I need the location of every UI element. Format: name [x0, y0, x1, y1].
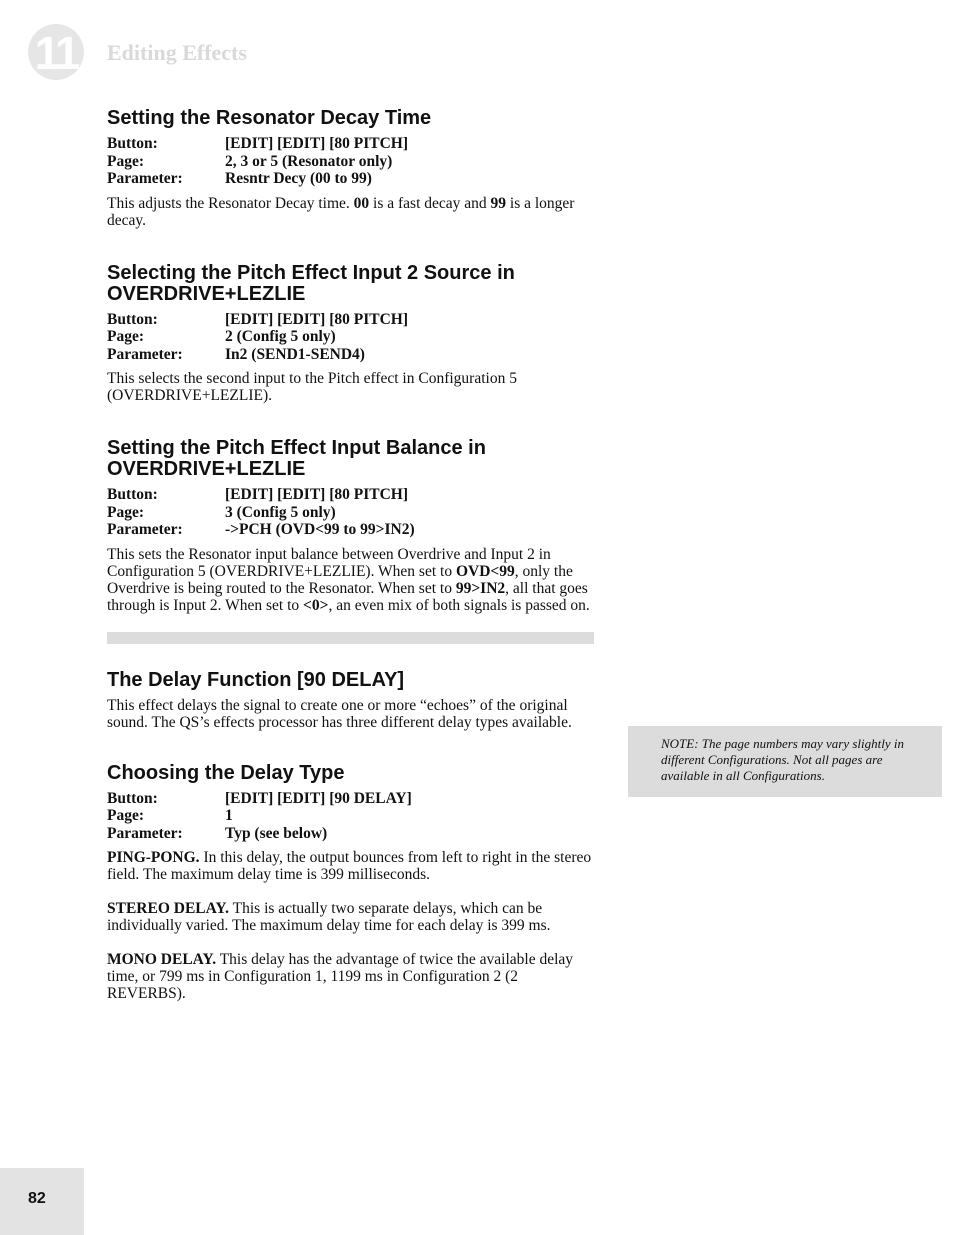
param-key: Parameter: — [107, 345, 183, 363]
param-block — [107, 790, 597, 843]
param-key: Page: — [107, 152, 145, 170]
section-title-delay-function: The Delay Function [90 DELAY] — [107, 668, 405, 691]
param-key: Parameter: — [107, 170, 183, 187]
param-key: Page: — [107, 503, 145, 521]
paragraph: This sets the Resonator input balance between Overdrive and Input 2 in Configuration 5 (OVERDRIVE+LEZLIE). When set to OVD<99, only the Overdrive is being routed to the Resonator. When set to 99>IN2, all that goes through is Input 2. When set to <0>, an even mix of both signals is passed on. — [107, 545, 590, 614]
delay-type-stereo: STEREO DELAY. This is actually two separate delays, which can be individually varied. The maximum delay time for each delay is 399 ms. — [107, 900, 551, 934]
delay-type-mono: MONO DELAY. This delay has the advantage of twice the available delay time, or 799 ms in Configuration 1, 1199 ms in Configuration 2 (2 REVERBS). — [107, 951, 574, 1002]
param-block — [107, 486, 597, 539]
param-value: ->PCH (OVD<99 to 99>IN2) — [225, 521, 415, 538]
paragraph: This effect delays the signal to create one or more “echoes” of the original sound. The QS’s effects processor has three different delay types available. — [107, 696, 572, 731]
param-value: 2, 3 or 5 (Resonator only) — [225, 152, 393, 170]
section-divider — [107, 632, 594, 644]
param-value: In2 (SEND1-SEND4) — [225, 345, 365, 363]
param-value: Typ (see below) — [225, 824, 328, 842]
section-title-delay-type: Choosing the Delay Type — [107, 761, 345, 784]
param-key: Page: — [107, 328, 145, 345]
param-value: [EDIT] [EDIT] [80 PITCH] — [225, 135, 408, 152]
page-number: 82 — [28, 1190, 46, 1207]
param-block — [107, 311, 597, 364]
param-value: [EDIT] [EDIT] [80 PITCH] — [225, 486, 408, 503]
param-key: Button: — [107, 486, 158, 503]
paragraph: This adjusts the Resonator Decay time. 00 is a fast decay and 99 is a longer decay. — [107, 194, 575, 229]
paragraph: This selects the second input to the Pitch effect in Configuration 5 (OVERDRIVE+LEZLIE). — [107, 370, 517, 404]
section-title-input-balance: Setting the Pitch Effect Input Balance in OVERDRIVE+LEZLIE — [107, 437, 486, 480]
param-key: Parameter: — [107, 824, 183, 842]
section-title-input2-source: Selecting the Pitch Effect Input 2 Source in OVERDRIVE+LEZLIE — [107, 261, 515, 305]
delay-type-ping-pong: PING-PONG. In this delay, the output bounces from left to right in the stereo field. The maximum delay time is 399 milliseconds. — [107, 849, 592, 883]
param-value: [EDIT] [EDIT] [90 DELAY] — [225, 789, 412, 807]
chapter-title: Editing Effects — [107, 40, 247, 65]
param-key: Button: — [107, 135, 158, 152]
sidebar-note: NOTE: The page numbers may vary slightly in different Configurations. Not all pages are available in all Configurations. — [628, 726, 942, 797]
param-key: Parameter: — [107, 521, 183, 538]
main-content — [107, 108, 597, 1002]
param-key: Button: — [107, 789, 158, 807]
param-block — [107, 135, 597, 188]
param-value: 2 (Config 5 only) — [225, 328, 336, 345]
param-value: [EDIT] [EDIT] [80 PITCH] — [225, 310, 408, 328]
section-title-resonator-decay: Setting the Resonator Decay Time — [107, 107, 432, 129]
chapter-number: 11 — [34, 27, 78, 79]
param-key: Page: — [107, 807, 145, 824]
param-key: Button: — [107, 310, 158, 328]
param-value: 1 — [225, 807, 233, 824]
param-value: Resntr Decy (00 to 99) — [225, 170, 372, 187]
param-value: 3 (Config 5 only) — [225, 503, 336, 521]
